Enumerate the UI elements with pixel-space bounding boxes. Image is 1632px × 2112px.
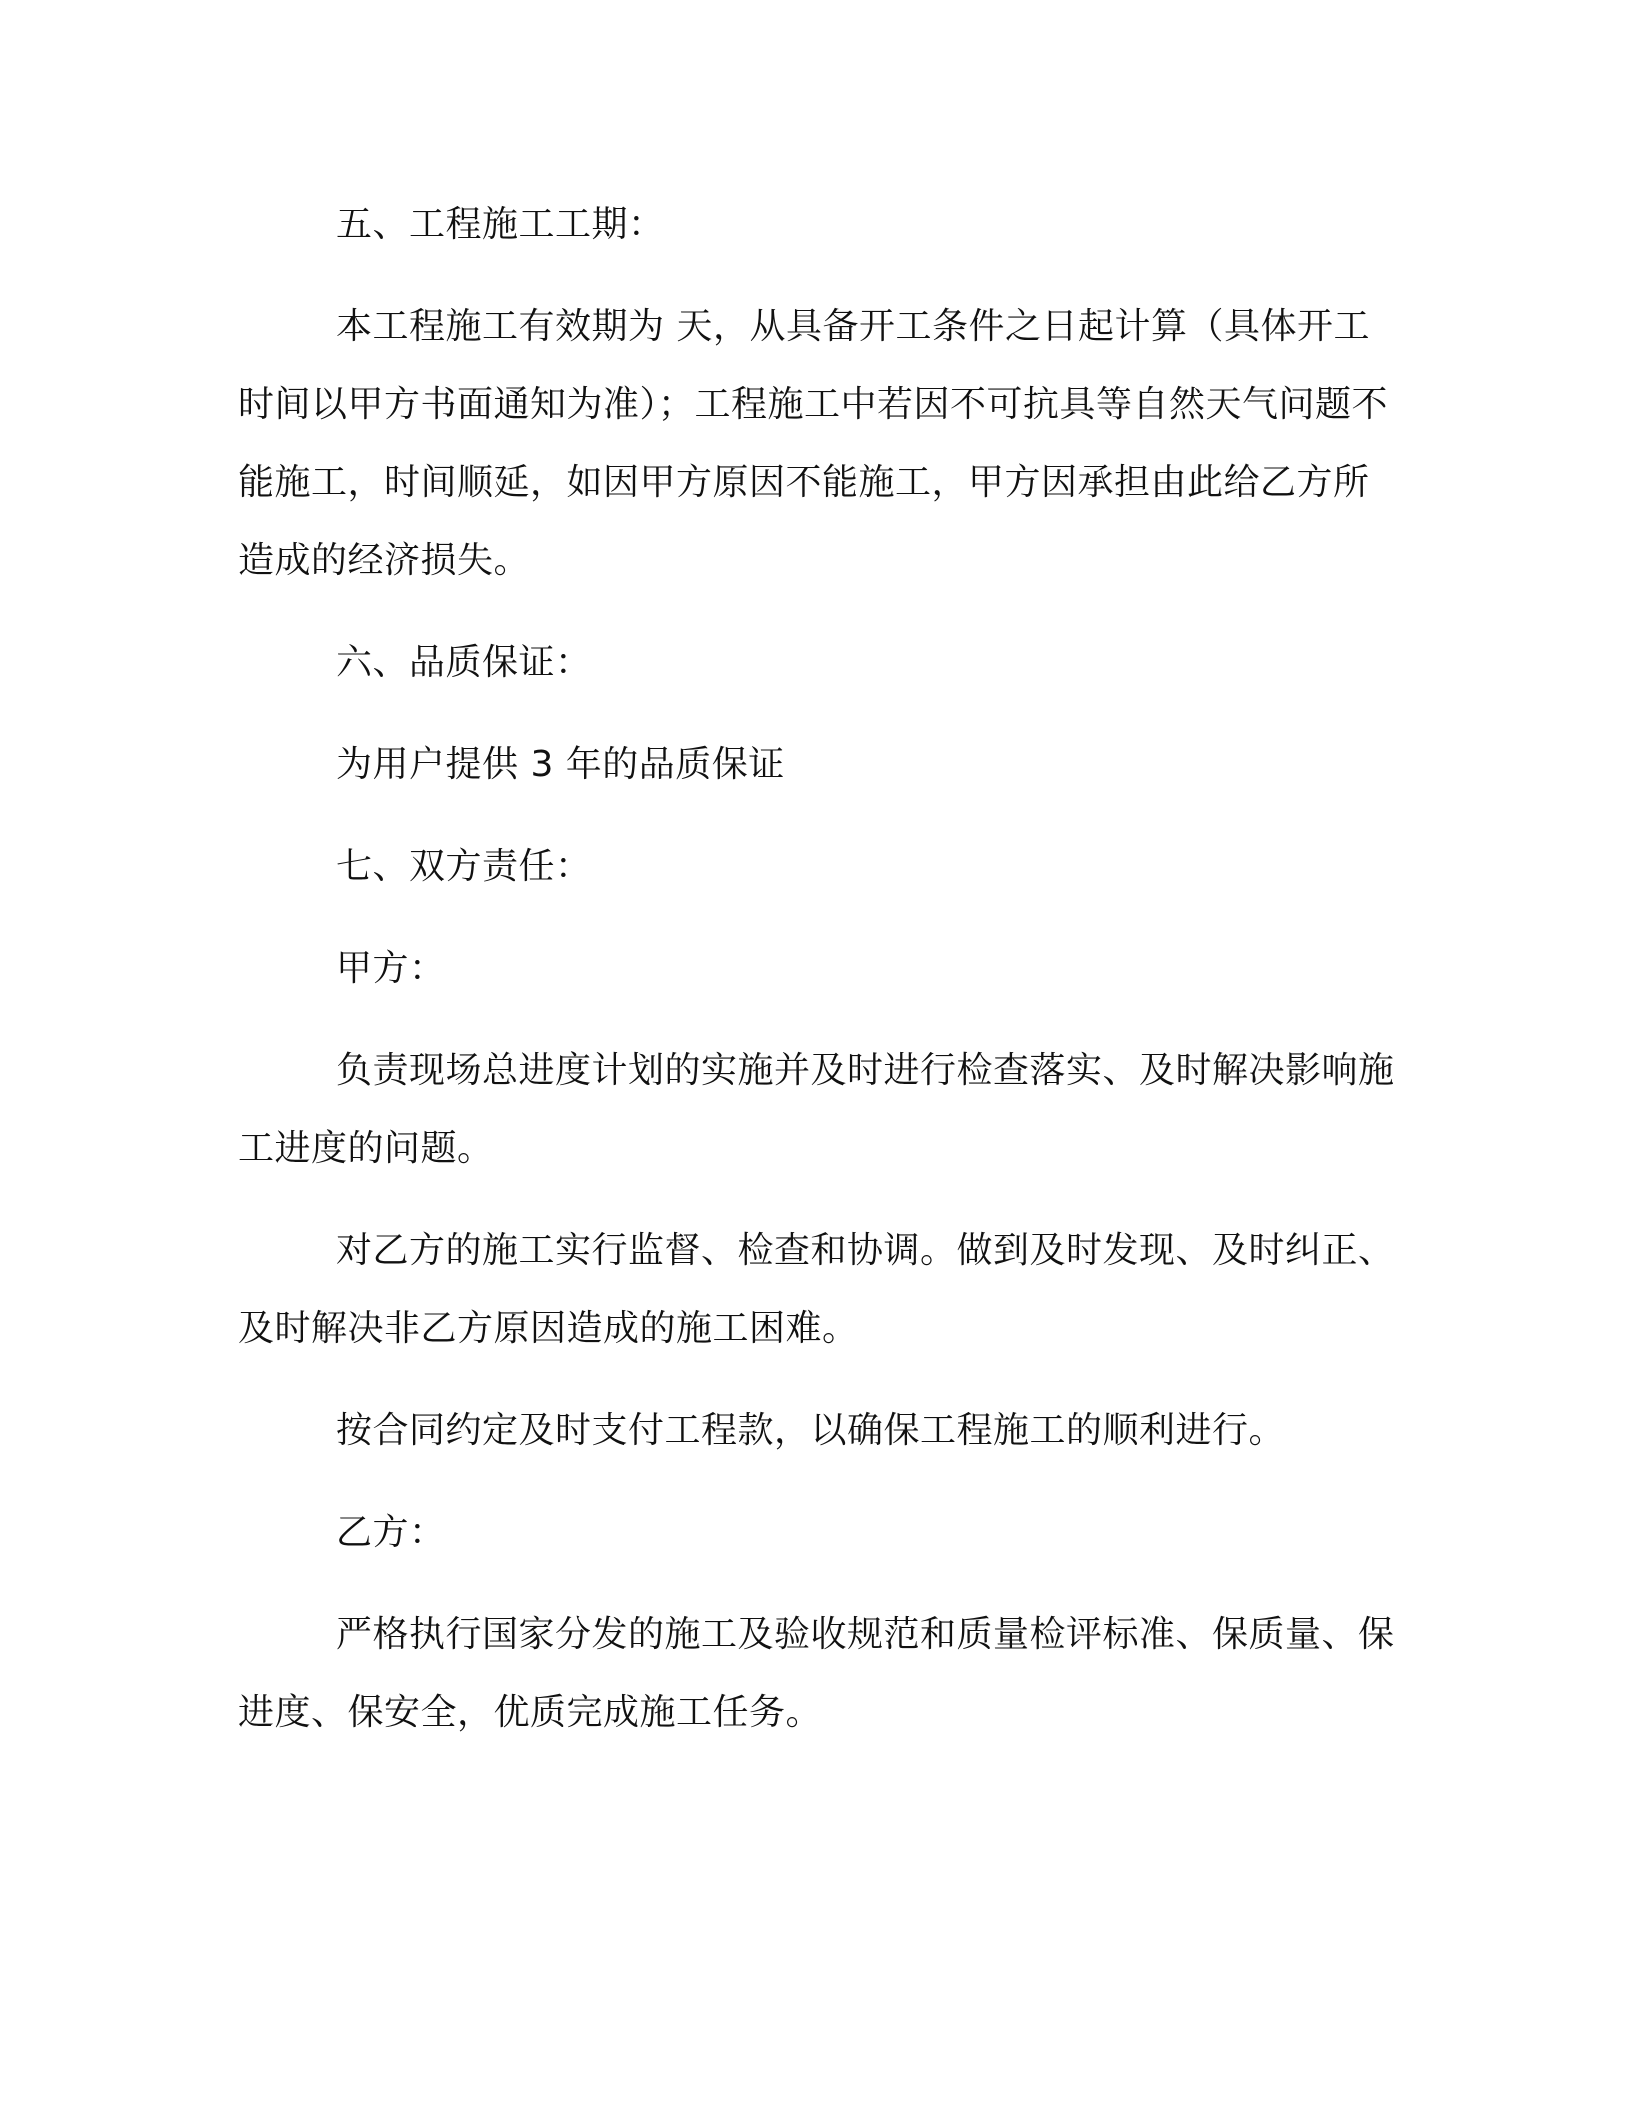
party-a-duty-progress: 负责现场总进度计划的实施并及时进行检查落实、及时解决影响施工进度的问题。	[238, 1050, 1395, 1169]
paragraph-schedule-terms: 本工程施工有效期为 天，从具备开工条件之日起计算（具体开工时间以甲方书面通知为准）；工程施工中若因不可抗具等自然天气问题不能施工，时间顺延，如因甲方原因不能施工，甲方因承担由此给乙方所造成的经济损失。	[238, 306, 1389, 581]
party-a-duty-payment: 按合同约定及时支付工程款，以确保工程施工的顺利进行。	[336, 1410, 1286, 1451]
party-a-label: 甲方：	[336, 948, 446, 989]
section-heading-schedule: 五、工程施工工期：	[336, 204, 665, 245]
document-body	[238, 186, 1398, 1752]
section-heading-responsibilities: 七、双方责任：	[336, 846, 592, 887]
party-b-label: 乙方：	[336, 1512, 446, 1553]
party-a-duty-supervision: 对乙方的施工实行监督、检查和协调。做到及时发现、及时纠正、及时解决非乙方原因造成的施工困难。	[238, 1230, 1395, 1349]
party-b-duty-standards: 严格执行国家分发的施工及验收规范和质量检评标准、保质量、保进度、保安全，优质完成施工任务。	[238, 1614, 1395, 1733]
section-heading-quality: 六、品质保证：	[336, 642, 592, 683]
paragraph-quality-guarantee: 为用户提供 3 年的品质保证	[336, 744, 785, 785]
